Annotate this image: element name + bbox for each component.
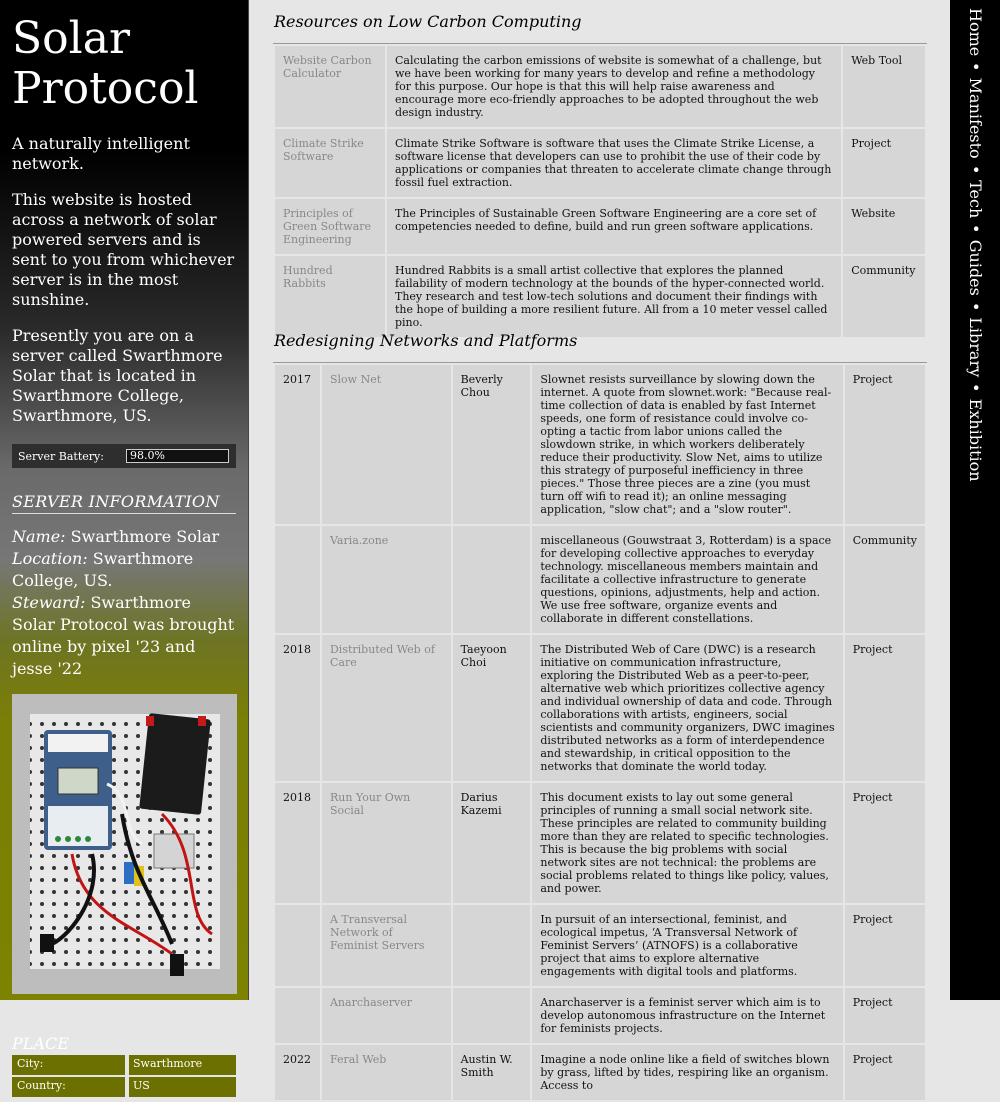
row-author: [453, 988, 531, 1043]
row-description: This document exists to lay out some general principles of running a small social network site. These principles are related to community building more than they are related to specific technologies. This is because the big problems with social network sites are not technical: the problems are social problems related to things like policy, values, and power.: [532, 783, 842, 903]
row-year: [275, 988, 320, 1043]
section-heading-low-carbon: Resources on Low Carbon Computing: [274, 12, 582, 31]
steward-label: Steward:: [12, 593, 86, 612]
server-steward: Swarthmore Solar Protocol was brought online by pixel '23 and jesse '22: [12, 593, 235, 678]
nav-separator: •: [966, 164, 985, 175]
resource-description: Climate Strike Software is software that uses the Climate Strike License, a software license that developers can use to prohibit the use of their code by applications or companies that threaten to accelerate climate change through fossil fuel extraction.: [387, 129, 841, 197]
resource-description: The Principles of Sustainable Green Software Engineering are a core set of competencies needed to define, build and run green software applications.: [387, 199, 841, 254]
row-description: Slownet resists surveillance by slowing down the internet. A quote from slownet.work: "Because real-time collection of data is enabled by fast Internet speeds, one form of resistance could involve co-opting a tactic from labor unions called the slowdown strike, in which workers deliberately reduce their productivity. Slow Net, aims to utilize this strategy of purposeful inefficiency in three pieces." Those three pieces are a zine (you must turn off wifi to read it); an online messaging application, "slow chat"; and a "slow router".: [532, 365, 842, 524]
server-photo: [12, 694, 237, 994]
nav-links: [966, 8, 984, 482]
nav-separator: •: [966, 301, 985, 312]
resource-description: Calculating the carbon emissions of website is somewhat of a challenge, but we have been working for many years to develop and refine a methodology for this purpose. Our hope is that this will help raise awareness and encourage more eco-friendly approaches to be adopted throughout the web design industry.: [387, 46, 841, 127]
resource-name[interactable]: Principles of Green Software Engineering: [275, 199, 385, 254]
nav-library[interactable]: Library: [966, 317, 985, 378]
resource-type: Project: [843, 129, 925, 197]
row-author: Darius Kazemi: [453, 783, 531, 903]
row-type: Project: [845, 988, 925, 1043]
vertical-nav: [950, 0, 1000, 1000]
table-row: [275, 905, 925, 986]
section-heading-networks: Redesigning Networks and Platforms: [274, 331, 578, 350]
networks-table: [273, 362, 927, 1102]
place-row-country: [12, 1077, 236, 1097]
row-name[interactable]: Anarchaserver: [322, 988, 451, 1043]
table-row: [275, 635, 925, 781]
table-row: [275, 526, 925, 633]
row-type: Project: [845, 635, 925, 781]
name-label: Name:: [12, 527, 66, 546]
table-row: [275, 783, 925, 903]
table-row: [275, 46, 925, 127]
resource-description: Hundred Rabbits is a small artist collective that explores the planned failability of modern technology at the bounds of the hyper-connected world. They research and test low-tech solutions and document their findings with the hope of building a more resilient future. All from a 10 meter vessel called pino.: [387, 256, 841, 337]
nav-manifesto[interactable]: Manifesto: [966, 77, 985, 159]
row-year: 2018: [275, 635, 320, 781]
row-name[interactable]: Run Your Own Social: [322, 783, 451, 903]
tagline: A naturally intelligent network.: [12, 134, 190, 173]
row-description: Anarchaserver is a feminist server which aim is to develop autonomous infrastructure on the Internet for feminists projects.: [532, 988, 842, 1043]
row-year: [275, 526, 320, 633]
server-battery: [12, 444, 236, 468]
nav-separator: •: [966, 383, 985, 393]
table-row: [275, 365, 925, 524]
battery-meter: 98.0%: [126, 449, 229, 463]
place-value: US: [129, 1077, 236, 1097]
place-value: Swarthmore: [129, 1055, 236, 1075]
row-type: Project: [845, 1045, 925, 1100]
row-description: In pursuit of an intersectional, feminist, and ecological impetus, ‘A Transversal Network of Feminist Servers’ (ATNOFS) is a collaborative project that aims to explore alternative engagements with digital tools and platforms.: [532, 905, 842, 986]
row-name[interactable]: A Transversal Network of Feminist Servers: [322, 905, 451, 986]
resource-name[interactable]: Hundred Rabbits: [275, 256, 385, 337]
main-content: [250, 0, 950, 1092]
nav-separator: •: [966, 224, 985, 234]
row-description: Imagine a node online like a field of switches blown by grass, lifted by tides, respiring like an organism. Access to: [532, 1045, 842, 1100]
table-row: [275, 199, 925, 254]
nav-separator: •: [966, 62, 985, 72]
nav-home[interactable]: Home: [966, 8, 985, 57]
resource-type: Community: [843, 256, 925, 337]
site-title[interactable]: Solar Protocol: [12, 13, 199, 114]
server-name: Swarthmore Solar: [70, 527, 220, 546]
battery-label: Server Battery:: [18, 449, 104, 463]
row-description: miscellaneous (Gouwstraat 3, Rotterdam) is a space for developing collective approaches to everyday technology. miscellaneous members maintain and facilitate a collective infrastructure to generate questions, opinions, adjustments, help and action. We use free software, organize events and collaborate in different constellations.: [532, 526, 842, 633]
row-name[interactable]: Varia.zone: [322, 526, 451, 633]
row-year: [275, 905, 320, 986]
server-hardware-image: [12, 694, 237, 994]
table-row: [275, 129, 925, 197]
server-location-paragraph: Presently you are on a server called Swarthmore Solar that is located in Swarthmore College, Swarthmore, US.: [12, 326, 223, 425]
nav-exhibition[interactable]: Exhibition: [966, 398, 985, 482]
table-row: [275, 1045, 925, 1100]
resource-type: Website: [843, 199, 925, 254]
row-author: Taeyoon Choi: [453, 635, 531, 781]
row-author: [453, 526, 531, 633]
server-info: [12, 526, 236, 680]
row-type: Project: [845, 783, 925, 903]
place-key: City:: [12, 1055, 125, 1075]
place-heading: PLACE: [12, 1034, 69, 1053]
table-row: [275, 256, 925, 337]
row-type: Project: [845, 905, 925, 986]
row-year: 2022: [275, 1045, 320, 1100]
row-author: Austin W. Smith: [453, 1045, 531, 1100]
nav-guides[interactable]: Guides: [966, 239, 985, 296]
row-author: Beverly Chou: [453, 365, 531, 524]
row-author: [453, 905, 531, 986]
location-label: Location:: [12, 549, 88, 568]
resource-type: Web Tool: [843, 46, 925, 127]
resource-name[interactable]: Website Carbon Calculator: [275, 46, 385, 127]
row-type: Project: [845, 365, 925, 524]
table-row: [275, 988, 925, 1043]
low-carbon-table: [273, 43, 927, 339]
server-info-heading: SERVER INFORMATION: [12, 492, 236, 514]
row-name[interactable]: Distributed Web of Care: [322, 635, 451, 781]
resource-name[interactable]: Climate Strike Software: [275, 129, 385, 197]
row-name[interactable]: Slow Net: [322, 365, 451, 524]
row-year: 2017: [275, 365, 320, 524]
sidebar: [0, 0, 249, 1092]
nav-tech[interactable]: Tech: [966, 180, 985, 219]
server-location: Swarthmore College, US.: [12, 549, 194, 590]
row-description: The Distributed Web of Care (DWC) is a research initiative on communication infrastructure, exploring the Distributed Web as a peer-to-peer, alternative web which prioritizes collective agency and individual ownership of data and code. Through collaborations with artists, engineers, social scientists and community organizers, DWC imagines distributed networks as a form of interdependence and stewardship, in critical opposition to the networks that dominate the world today.: [532, 635, 842, 781]
place-key: Country:: [12, 1077, 125, 1097]
place-row-city: [12, 1055, 236, 1075]
intro-paragraph: This website is hosted across a network of solar powered servers and is sent to you from whichever server is in the most sunshine.: [12, 190, 235, 309]
row-type: Community: [845, 526, 925, 633]
row-year: 2018: [275, 783, 320, 903]
row-name[interactable]: Feral Web: [322, 1045, 451, 1100]
